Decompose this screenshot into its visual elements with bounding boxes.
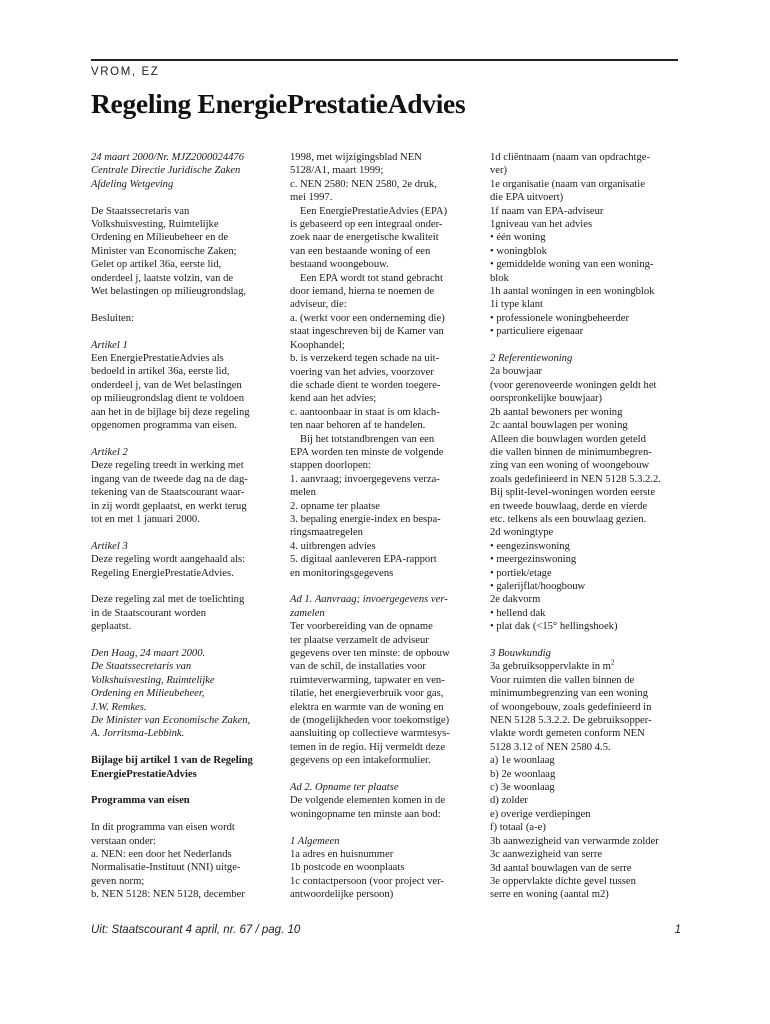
text-line: Deze regeling treedt in werking met <box>91 460 244 472</box>
text-line: aan het in de bijlage bij deze regeling <box>91 406 250 418</box>
text-line: in zij wordt geplaatst, en werkt terug <box>91 500 247 512</box>
text-line: 3. bepaling energie-index en bespa- <box>290 513 441 525</box>
text-line: Deze regeling zal met de toelichting <box>91 594 245 606</box>
list-item: • gemiddelde woning van een woning- <box>490 259 654 271</box>
text-line: c. aantoonbaar in staat is om klach- <box>290 406 440 418</box>
text-line: Ordening en Milieubeheer en de <box>91 232 229 244</box>
text-line: op milieugrondslag dient te voldoen <box>91 393 244 405</box>
text-line: 1. aanvraag; invoergegevens verza- <box>290 473 440 485</box>
text-line: c. NEN 2580: NEN 2580, 2e druk, <box>290 178 437 190</box>
text-line: 1i type klant <box>490 299 543 311</box>
text-line: tekening van de Staatscourant waar- <box>91 487 245 499</box>
list-item: c) 3e woonlaag <box>490 782 555 794</box>
text-line: De volgende elementen komen in de <box>290 795 446 807</box>
text-line: 3e oppervlakte dichte gevel tussen <box>490 875 636 887</box>
list-item: • eengezinswoning <box>490 540 570 552</box>
text-line: en monitoringsgegevens <box>290 567 394 579</box>
text-line: ver) <box>490 165 508 177</box>
source-citation: Uit: Staatscourant 4 april, nr. 67 / pag. 10 <box>91 924 301 936</box>
text-line: staat ingeschreven bij de Kamer van <box>290 326 444 338</box>
text-line: geven norm; <box>91 875 145 887</box>
text-line: onderdeel j, van de Wet belastingen <box>91 379 242 391</box>
list-item: • galerijflat/hoogbouw <box>490 580 586 592</box>
subsection-heading: zamelen <box>290 607 325 619</box>
text-line: 2b aantal bewoners per woning <box>490 406 623 418</box>
text-line: Minister van Economische Zaken; <box>91 245 237 257</box>
subsection-heading: Ad 2. Opname ter plaatse <box>290 782 399 794</box>
text-line: Afdeling Wetgeving <box>91 178 174 190</box>
text-line: Ter voorbereiding van de opname <box>290 621 433 633</box>
signature-line: Volkshuisvesting, Ruimtelijke <box>91 674 215 686</box>
text-line: zoals gedefinieerd in NEN 5128 5.3.2.2. <box>490 473 661 485</box>
superscript: 2 <box>610 658 615 667</box>
header-rule <box>91 59 678 61</box>
text-line: 2c aantal bouwlagen per woning <box>490 420 628 432</box>
text-line: 2a bouwjaar <box>490 366 543 378</box>
subsection-heading: 3 Bouwkundig <box>490 648 551 659</box>
program-heading: Programma van eisen <box>91 795 190 807</box>
text-line: van een bestaande woning of een <box>290 245 431 257</box>
text-line: Wet belastingen op milieugrondslag, <box>91 286 247 298</box>
text-line: adviseur, die: <box>290 299 347 311</box>
text-line: NEN 5128 5.3.2.2. De gebruiksopper- <box>490 715 652 727</box>
text-line: Regeling EnergiePrestatieAdvies. <box>91 567 234 579</box>
signature-line: De Minister van Economische Zaken, <box>91 714 251 726</box>
text-line: aansluiting op collectieve warmtesys- <box>290 728 450 740</box>
text-line: bedoeld in artikel 36a, eerste lid, <box>91 366 230 378</box>
text-line: 1h aantal woningen in een woningblok <box>490 286 655 298</box>
text-line: 24 maart 2000/Nr. MJZ2000024476 <box>91 152 245 163</box>
list-item: • professionele woningbeheerder <box>490 312 630 324</box>
text-line: ter plaatse verzamelt de adviseur <box>290 634 429 646</box>
subsection-heading: 2 Referentiewoning <box>490 353 573 365</box>
text-line: zing van een woning of woongebouw <box>490 460 650 472</box>
text-line: tilatie, het energieverbruik voor gas, <box>290 688 444 700</box>
text-line: voering van het advies, voorzover <box>290 366 434 378</box>
text-line: b. is verzekerd tegen schade na uit- <box>290 353 440 365</box>
text-line: serre en woning (aantal m2) <box>490 889 609 901</box>
text-line: in de Staatscourant worden <box>91 607 207 619</box>
text-line: ingang van de tweede dag na de dag- <box>91 473 248 485</box>
page-footer <box>91 924 681 938</box>
section-label: VROM, EZ <box>91 66 160 78</box>
text-line: vlakte wordt gemeten conform NEN <box>490 728 645 740</box>
text-line: EPA worden ten minste de volgende <box>290 446 444 458</box>
text-line: 1d cliëntnaam (naam van opdrachtge- <box>490 152 651 163</box>
text-line: (voor gerenoveerde woningen geldt het <box>490 379 657 391</box>
signature-line: De Staatssecretaris van <box>91 661 192 673</box>
text-line: stappen doorlopen: <box>290 460 371 472</box>
text-line: blok <box>490 272 509 284</box>
text-line: gegevens over ten minste: de opbouw <box>290 648 450 660</box>
signature-line: Ordening en Milieubeheer, <box>91 688 205 700</box>
text-line <box>490 660 680 673</box>
article-heading: Artikel 1 <box>91 339 128 351</box>
text-line: 5128/A1, maart 1999; <box>290 165 384 177</box>
text-line: elektra en warmte van de woning en <box>290 701 444 713</box>
list-item: • meergezinswoning <box>490 554 577 566</box>
text-line: die vallen binnen de minimumbegren- <box>490 446 652 458</box>
text-line: 5128 3.12 of NEN 2580 4.5. <box>490 741 611 753</box>
text-line: 1c contactpersoon (voor project ver- <box>290 875 444 887</box>
text-line: is gebaseerd op een integraal onder- <box>290 219 443 231</box>
text-line: Alleen die bouwlagen worden geteld <box>490 433 646 445</box>
text-line: minimumbegrenzing van een woning <box>490 688 648 700</box>
text-line: Een EnergiePrestatieAdvies (EPA) <box>300 205 448 217</box>
text-line: Een EnergiePrestatieAdvies als <box>91 353 224 365</box>
text-line: Gelet op artikel 36a, eerste lid, <box>91 259 222 271</box>
text-line: kend aan het advies; <box>290 393 377 405</box>
list-item: a) 1e woonlaag <box>490 755 555 767</box>
text-line: ringsmaatregelen <box>290 527 363 539</box>
text-line: bestaand woongebouw. <box>290 259 389 271</box>
text-line: mei 1997. <box>290 192 333 204</box>
signature-line: Den Haag, 24 maart 2000. <box>91 647 206 659</box>
list-item: f) totaal (a-e) <box>490 822 546 834</box>
text-line: tot en met 1 januari 2000. <box>91 513 200 525</box>
text-line: woningopname ten minste aan bod: <box>290 808 441 820</box>
list-item: • woningblok <box>490 245 547 257</box>
signature-line: A. Jorritsma-Lebbink. <box>91 728 185 740</box>
text-line: 3d aantal bouwlagen van de serre <box>490 862 632 874</box>
text-line: Een EPA wordt tot stand gebracht <box>300 272 443 284</box>
signature-line: J.W. Remkes. <box>91 701 147 713</box>
text-line: door iemand, hierna te noemen de <box>290 286 435 298</box>
text-line: Normalisatie-Instituut (NNI) uitge- <box>91 862 241 874</box>
list-item: • portiek/etage <box>490 567 552 579</box>
text-line: Bij het totstandbrengen van een <box>300 433 435 445</box>
column-1 <box>91 151 281 902</box>
text-line: Centrale Directie Juridische Zaken <box>91 165 241 177</box>
text-line: 1gniveau van het advies <box>490 219 593 231</box>
text-line: Bij split-level-woningen worden eerste <box>490 487 656 499</box>
text-line: geplaatst. <box>91 621 132 633</box>
text-span: 3a gebruiksoppervlakte in m <box>490 661 611 673</box>
text-line: ten naar behoren af te handelen. <box>290 420 426 432</box>
text-line: opgenomen programma van eisen. <box>91 420 237 432</box>
page-title: Regeling EnergiePrestatieAdvies <box>91 88 466 119</box>
list-item: • particuliere eigenaar <box>490 326 584 338</box>
text-line: 1b postcode en woonplaats <box>290 862 405 874</box>
subsection-heading: 1 Algemeen <box>290 835 340 847</box>
column-3 <box>490 151 680 902</box>
text-line: onderdeel j, laatste volzin, van de <box>91 272 234 284</box>
text-line: 1998, met wijzigingsblad NEN <box>290 152 422 163</box>
text-line: Koophandel; <box>290 339 345 351</box>
text-line: 2d woningtype <box>490 527 554 539</box>
column-2 <box>290 151 480 902</box>
text-line: oorspronkelijke bouwjaar) <box>490 393 603 405</box>
text-line: 3c aanwezigheid van serre <box>490 849 603 861</box>
article-heading: Artikel 3 <box>91 540 128 552</box>
text-line: de (mogelijkheden voor toekomstige) <box>290 715 450 727</box>
text-line: zoek naar de energetische kwaliteit <box>290 232 439 244</box>
subsection-heading: Ad 1. Aanvraag; invoergegevens ver- <box>290 594 448 606</box>
text-line: of woongebouw, zoals gedefinieerd in <box>490 701 652 713</box>
text-line: etc. telkens als een bouwlaag gezien. <box>490 513 647 525</box>
annex-heading: EnergiePrestatieAdvies <box>91 768 197 780</box>
text-line: Voor ruimten die vallen binnen de <box>490 674 635 686</box>
text-line: a. (werkt voor een onderneming die) <box>290 312 445 324</box>
text-line: Deze regeling wordt aangehaald als: <box>91 554 246 566</box>
text-line: ruimteverwarming, tapwater en ven- <box>290 674 445 686</box>
text-line: 1e organisatie (naam van organisatie <box>490 178 645 190</box>
list-item: e) overige verdiepingen <box>490 808 591 820</box>
article-heading: Artikel 2 <box>91 446 128 458</box>
text-line: Volkshuisvesting, Ruimtelijke <box>91 219 219 231</box>
list-item: • plat dak (<15° hellingshoek) <box>490 621 618 633</box>
text-line: 3b aanwezigheid van verwarmde zolder <box>490 835 659 847</box>
text-line: De Staatssecretaris van <box>91 205 190 217</box>
text-line: en tweede bouwlaag, derde en vierde <box>490 500 648 512</box>
text-line: a. NEN: een door het Nederlands <box>91 848 232 860</box>
text-line: In dit programma van eisen wordt <box>91 822 235 834</box>
text-line: Besluiten: <box>91 312 134 324</box>
text-line: 5. digitaal aanleveren EPA-rapport <box>290 554 437 566</box>
list-item: • hellend dak <box>490 607 546 619</box>
list-item: b) 2e woonlaag <box>490 768 556 780</box>
list-item: • één woning <box>490 232 546 244</box>
text-line: verstaan onder: <box>91 835 157 847</box>
text-line: 2e dakvorm <box>490 594 541 606</box>
text-line: die EPA uitvoert) <box>490 192 564 204</box>
text-line: die schade dient te worden toegere- <box>290 379 441 391</box>
text-line: 1a adres en huisnummer <box>290 849 394 861</box>
page-number: 1 <box>674 924 681 936</box>
text-line: van de schil, de installaties voor <box>290 661 426 673</box>
text-line: b. NEN 5128: NEN 5128, december <box>91 889 245 901</box>
list-item: d) zolder <box>490 795 528 807</box>
annex-heading: Bijlage bij artikel 1 van de Regeling <box>91 755 253 767</box>
text-line: 2. opname ter plaatse <box>290 500 381 512</box>
text-line: antwoordelijke persoon) <box>290 889 394 901</box>
text-line: 4. uitbrengen advies <box>290 540 376 552</box>
text-line: gegevens op een intakeformulier. <box>290 755 431 767</box>
text-line: melen <box>290 487 316 499</box>
text-line: temen in de regio. Hij vermeldt deze <box>290 741 446 753</box>
text-line: 1f naam van EPA-adviseur <box>490 205 604 217</box>
